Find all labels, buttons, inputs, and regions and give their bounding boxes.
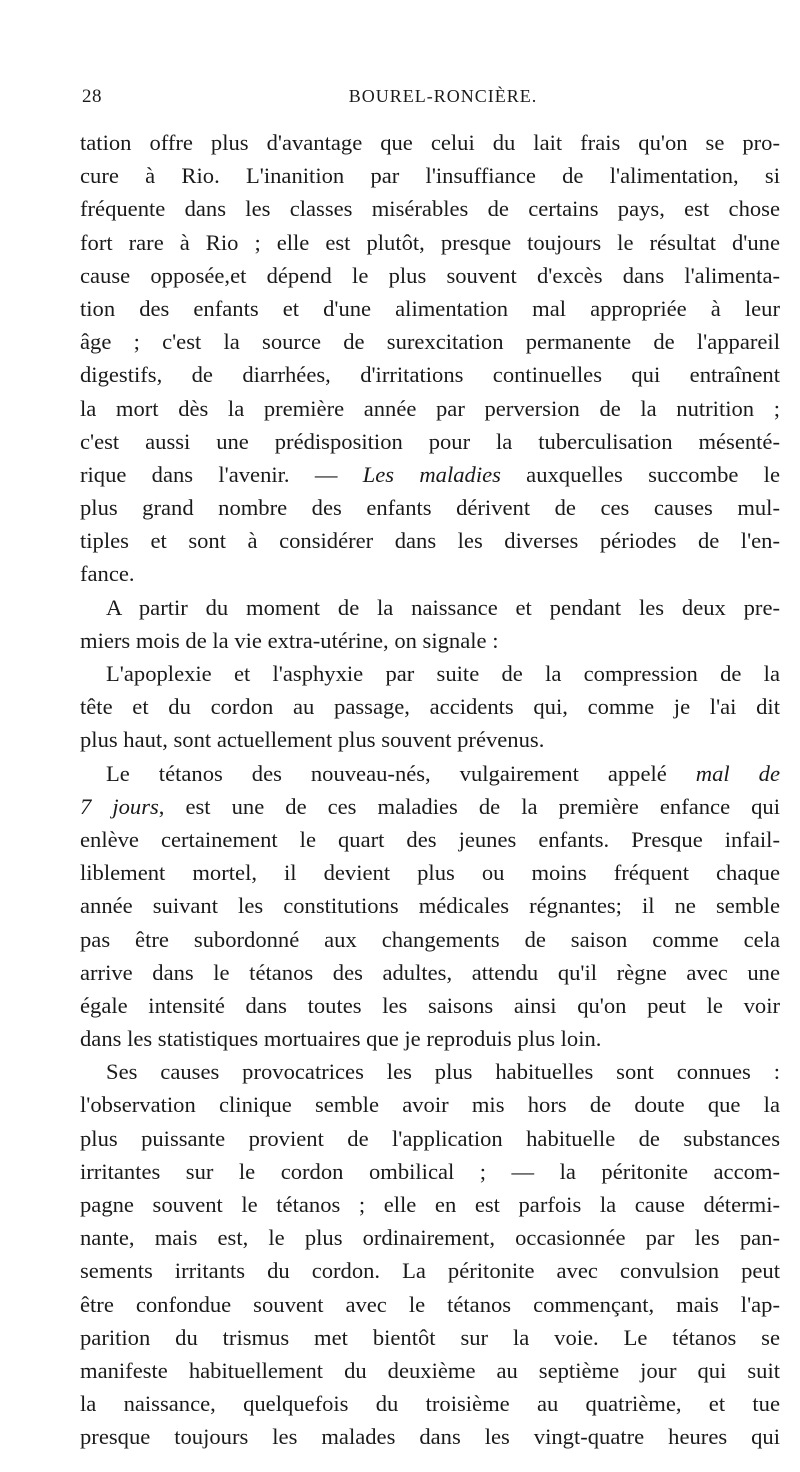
text-segment: tiples et sont à considérer dans les diverses périodes de l'en- — [80, 528, 780, 554]
text-segment: année suivant les constitutions médicales régnantes; il ne semble — [80, 893, 780, 919]
text-segment: presque toujours les malades dans les vingt-quatre heures qui — [80, 1424, 780, 1450]
text-segment: plus puissante provient de l'application habituelle de substances — [80, 1125, 780, 1151]
text-segment: irritantes sur le cordon ombilical ; — la péritonite accom- — [80, 1158, 780, 1184]
text-segment: âge ; c'est la source de surexcitation permanente de l'appareil — [80, 329, 780, 355]
text-line — [80, 491, 780, 524]
text-line — [80, 657, 780, 690]
text-line — [80, 192, 780, 225]
text-segment: plus grand nombre des enfants dérivent de ces causes mul- — [80, 495, 780, 521]
text-line — [80, 1055, 780, 1088]
text-line — [80, 723, 780, 756]
text-line — [80, 923, 780, 956]
text-segment: Le tétanos des nouveau-nés, vulgairement appelé — [106, 760, 696, 786]
text-line — [80, 226, 780, 259]
text-line — [80, 690, 780, 723]
italic-text-segment: 7 jours — [80, 793, 159, 819]
text-line — [80, 292, 780, 325]
text-line — [80, 1155, 780, 1188]
text-segment: pas être subordonné aux changements de saison comme cela — [80, 926, 780, 952]
text-line — [80, 1088, 780, 1121]
text-line — [80, 392, 780, 425]
text-line — [80, 889, 780, 922]
text-segment: pagne souvent le tétanos ; elle en est parfois la cause détermi- — [80, 1192, 780, 1217]
text-line — [80, 591, 780, 624]
text-segment: fance. — [80, 561, 135, 587]
text-line — [80, 1254, 780, 1287]
text-segment: digestifs, de diarrhées, d'irritations continuelles qui entraînent — [80, 362, 780, 388]
text-line — [80, 358, 780, 391]
text-segment: la naissance, quelquefois du troisième au quatrième, et tue — [80, 1391, 780, 1417]
text-line — [80, 1288, 780, 1321]
text-segment: Ses causes provocatrices les plus habituelles sont connues : — [106, 1059, 780, 1085]
text-segment: tion des enfants et d'une alimentation mal appropriée à leur — [80, 295, 780, 321]
page-number: 28 — [82, 86, 102, 107]
body-text — [80, 126, 780, 1454]
text-line — [80, 989, 780, 1022]
text-line — [80, 1387, 780, 1420]
text-line — [80, 425, 780, 458]
text-line — [80, 557, 780, 590]
text-line — [80, 126, 780, 159]
text-line — [80, 624, 780, 657]
text-line — [80, 1122, 780, 1155]
text-segment: dans les statistiques mortuaires que je reproduis plus loin. — [80, 1026, 602, 1052]
text-segment: être confondue souvent avec le tétanos commençant, mais l'ap- — [80, 1291, 780, 1317]
text-segment: nante, mais est, le plus ordinairement, occasionnée par les pan- — [80, 1225, 780, 1251]
text-line — [80, 856, 780, 889]
text-line — [80, 524, 780, 557]
text-segment: c'est aussi une prédisposition pour la tuberculisation mésenté- — [80, 428, 780, 454]
text-segment: liblement mortel, il devient plus ou moins fréquent chaque — [80, 860, 780, 886]
text-segment: cause opposée,et dépend le plus souvent d'excès dans l'alimenta- — [80, 262, 780, 288]
text-line — [80, 790, 780, 823]
italic-text-segment: mal de — [695, 760, 780, 786]
text-line — [80, 1022, 780, 1055]
running-head: BOUREL-RONCIÈRE. — [348, 86, 538, 106]
text-line — [80, 1420, 780, 1453]
text-segment: manifeste habituellement du deuxième au septième jour qui suit — [80, 1357, 780, 1383]
text-line — [80, 757, 780, 790]
text-line — [80, 325, 780, 358]
text-segment: cure à Rio. L'inanition par l'insuffiance de l'alimentation, si — [80, 163, 780, 189]
text-segment: fréquente dans les classes misérables de certains pays, est chose — [80, 196, 780, 222]
text-segment: auxquelles succombe le — [500, 461, 780, 487]
text-segment: arrive dans le tétanos des adultes, attendu qu'il règne avec une — [80, 959, 780, 985]
text-segment: égale intensité dans toutes les saisons ainsi qu'on peut le voir — [80, 992, 780, 1018]
text-line — [80, 1188, 780, 1221]
text-segment: rique dans l'avenir. — — [80, 461, 363, 487]
text-segment: tête et du cordon au passage, accidents qui, comme je l'ai dit — [80, 694, 780, 720]
text-line — [80, 159, 780, 192]
text-line — [80, 1321, 780, 1354]
text-line — [80, 1221, 780, 1254]
page-header — [82, 86, 780, 116]
text-segment: , est une de ces maladies de la première enfance qui — [158, 793, 781, 819]
text-line — [80, 956, 780, 989]
italic-text-segment: Les maladies — [362, 461, 501, 487]
text-segment: enlève certainement le quart des jeunes enfants. Presque infail- — [80, 826, 780, 852]
text-segment: tation offre plus d'avantage que celui du lait frais qu'on se pro- — [80, 130, 780, 155]
text-segment: plus haut, sont actuellement plus souvent prévenus. — [80, 727, 545, 753]
text-segment: l'observation clinique semble avoir mis hors de doute que la — [80, 1092, 780, 1118]
text-line — [80, 823, 780, 856]
text-line — [80, 259, 780, 292]
text-segment: sements irritants du cordon. La péritonite avec convulsion peut — [80, 1258, 780, 1284]
text-segment: fort rare à Rio ; elle est plutôt, presque toujours le résultat d'une — [80, 229, 780, 255]
text-segment: miers mois de la vie extra-utérine, on signale : — [80, 627, 499, 653]
text-segment: L'apoplexie et l'asphyxie par suite de la compression de la — [106, 661, 780, 686]
text-line — [80, 458, 780, 491]
text-segment: A partir du moment de la naissance et pendant les deux pre- — [106, 594, 780, 620]
text-segment: la mort dès la première année par perversion de la nutrition ; — [80, 395, 780, 421]
text-segment: parition du trismus met bientôt sur la voie. Le tétanos se — [80, 1324, 780, 1350]
text-line — [80, 1354, 780, 1387]
